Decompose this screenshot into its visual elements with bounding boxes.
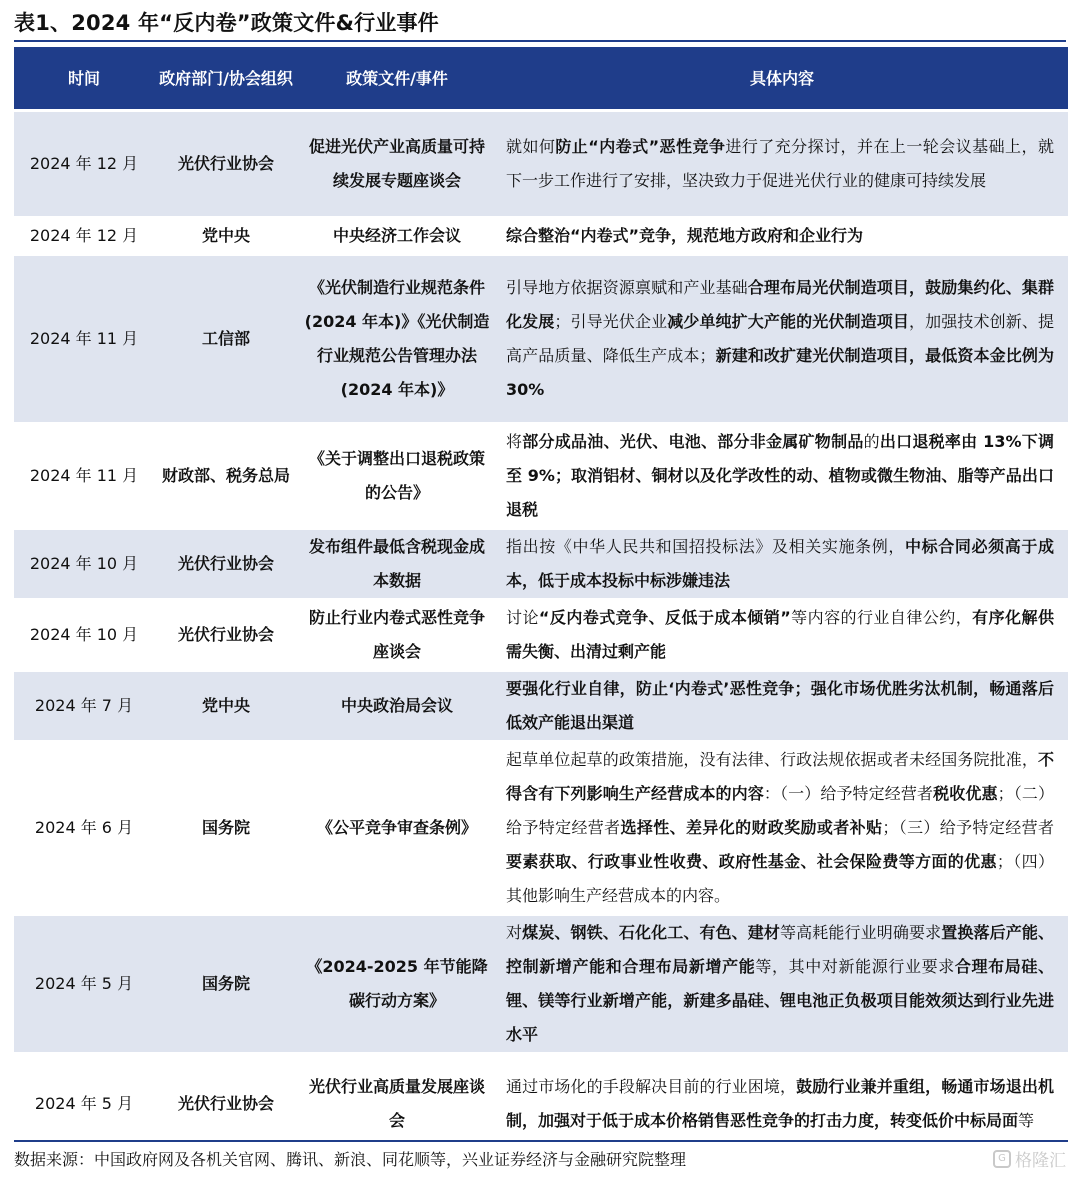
- cell-time: 2024 年 5 月: [14, 916, 154, 1052]
- content-text: 将: [506, 432, 523, 451]
- cell-doc: 《光伏制造行业规范条件(2024 年本)》《光伏制造行业规范公告管理办法(2024 年本)》: [298, 256, 496, 422]
- cell-content: [496, 256, 1068, 422]
- cell-org: 国务院: [154, 743, 298, 913]
- source-note: 数据来源：中国政府网及各机关官网、腾讯、新浪、同花顺等，兴业证券经济与金融研究院整理: [14, 1140, 1068, 1172]
- table-row: [14, 112, 1068, 216]
- table-row: [14, 672, 1068, 740]
- content-bold-text: 置换落后产能、控制新增产能和合理布局新增产能: [506, 923, 1054, 976]
- watermark-logo-icon: G: [993, 1150, 1011, 1168]
- cell-content: [496, 672, 1068, 740]
- header-org: 政府部门/协会组织: [154, 47, 298, 109]
- content-text: ；引导光伏企业: [554, 312, 668, 331]
- content-bold-text: 综合整治“内卷式”竞争，规范地方政府和企业行为: [506, 226, 864, 245]
- content-bold-text: 中标合同必须高于成本，低于成本投标中标涉嫌违法: [506, 537, 1054, 590]
- content-text: ：（一）给予特定经营者: [763, 784, 934, 803]
- table-row: [14, 1055, 1068, 1153]
- cell-time: 2024 年 10 月: [14, 601, 154, 669]
- content-text: ；（三）给予特定经营者: [882, 818, 1054, 837]
- cell-time: 2024 年 10 月: [14, 530, 154, 598]
- cell-org: 光伏行业协会: [154, 112, 298, 216]
- watermark: [993, 1146, 1066, 1171]
- content-bold-text: 煤炭、钢铁、石化化工、有色、建材: [522, 923, 781, 942]
- content-text: 指出按《中华人民共和国招投标法》及相关实施条例，: [506, 537, 905, 556]
- content-text: 引导地方依据资源禀赋和产业基础: [506, 278, 748, 297]
- table-header-row: [14, 47, 1068, 109]
- header-doc: 政策文件/事件: [298, 47, 496, 109]
- cell-content: [496, 1055, 1068, 1153]
- content-bold-text: 要素获取、行政事业性收费、政府性基金、社会保险费等方面的优惠: [506, 852, 997, 871]
- header-content: 具体内容: [496, 47, 1068, 109]
- content-bold-text: 合理布局光伏制造项目，鼓励集约化、集群化发展: [506, 278, 1054, 331]
- cell-org: 党中央: [154, 672, 298, 740]
- content-bold-text: 减少单纯扩大产能的光伏制造项目: [667, 312, 909, 331]
- cell-content: [496, 530, 1068, 598]
- table-row: [14, 916, 1068, 1052]
- cell-content: [496, 601, 1068, 669]
- cell-time: 2024 年 11 月: [14, 256, 154, 422]
- content-text: 讨论: [506, 608, 539, 627]
- cell-org: 光伏行业协会: [154, 601, 298, 669]
- content-text: 起草单位起草的政策措施，没有法律、行政法规依据或者未经国务院批准，: [506, 750, 1038, 769]
- content-text: ；（四）其他影响生产经营成本的内容。: [506, 852, 1054, 905]
- cell-content: [496, 219, 1068, 253]
- cell-org: 工信部: [154, 256, 298, 422]
- table-row: [14, 256, 1068, 422]
- content-text: 通过市场化的手段解决目前的行业困境，: [506, 1077, 797, 1096]
- cell-doc: 《2024-2025 年节能降碳行动方案》: [298, 916, 496, 1052]
- content-text: 对: [506, 923, 523, 942]
- cell-doc: 发布组件最低含税现金成本数据: [298, 530, 496, 598]
- cell-doc: 中央经济工作会议: [298, 219, 496, 253]
- content-bold-text: 防止“内卷式”恶性竞争: [555, 137, 726, 156]
- content-bold-text: 税收优惠: [933, 784, 998, 803]
- content-bold-text: 要强化行业自律，防止‘内卷式’恶性竞争；强化市场优胜劣汰机制，畅通落后低效产能退出渠道: [506, 679, 1054, 732]
- cell-time: 2024 年 5 月: [14, 1055, 154, 1153]
- cell-time: 2024 年 11 月: [14, 425, 154, 527]
- cell-content: [496, 743, 1068, 913]
- content-bold-text: 选择性、差异化的财政奖励或者补贴: [620, 818, 883, 837]
- cell-content: [496, 112, 1068, 216]
- cell-org: 国务院: [154, 916, 298, 1052]
- table-row: [14, 530, 1068, 598]
- cell-time: 2024 年 6 月: [14, 743, 154, 913]
- cell-time: 2024 年 7 月: [14, 672, 154, 740]
- content-text: ，加强技术创新、提高产品质量、降低生产成本；: [506, 312, 1054, 365]
- cell-content: [496, 425, 1068, 527]
- content-text: 就如何: [506, 137, 556, 156]
- content-bold-text: “反内卷式竞争、反低于成本倾销”: [538, 608, 791, 627]
- cell-doc: 防止行业内卷式恶性竞争座谈会: [298, 601, 496, 669]
- cell-doc: 《关于调整出口退税政策的公告》: [298, 425, 496, 527]
- content-bold-text: 出口退税率由 13%下调至 9%；取消铝材、铜材以及化学改性的动、植物或微生物油、脂等产品出口退税: [506, 432, 1054, 519]
- cell-doc: 《公平竞争审查条例》: [298, 743, 496, 913]
- table-row: [14, 425, 1068, 527]
- content-bold-text: 不得含有下列影响生产经营成本的内容: [506, 750, 1054, 803]
- content-text: 等，其中对新能源行业要求: [755, 957, 955, 976]
- cell-org: 光伏行业协会: [154, 530, 298, 598]
- cell-doc: 光伏行业高质量发展座谈会: [298, 1055, 496, 1153]
- cell-time: 2024 年 12 月: [14, 112, 154, 216]
- table-row: [14, 601, 1068, 669]
- content-text: ；（二）给予特定经营者: [506, 784, 1054, 837]
- content-bold-text: 鼓励行业兼并重组，畅通市场退出机制，加强对于低于成本价格销售恶性竞争的打击力度，转变低价中标局面: [506, 1077, 1054, 1130]
- content-text: 等内容的行业自律公约，: [790, 608, 973, 627]
- content-bold-text: 新建和改扩建光伏制造项目，最低资本金比例为 30%: [506, 346, 1054, 399]
- content-bold-text: 有序化解供需失衡、出清过剩产能: [506, 608, 1054, 661]
- content-bold-text: 部分成品油、光伏、电池、部分非金属矿物制品: [522, 432, 864, 451]
- content-text: 等高耗能行业明确要求: [780, 923, 942, 942]
- header-time: 时间: [14, 47, 154, 109]
- content-bold-text: 合理布局硅、锂、镁等行业新增产能，新建多晶硅、锂电池正负极项目能效须达到行业先进水平: [506, 957, 1054, 1044]
- content-text: 等: [1018, 1111, 1035, 1130]
- cell-doc: 促进光伏产业高质量可持续发展专题座谈会: [298, 112, 496, 216]
- cell-doc: 中央政治局会议: [298, 672, 496, 740]
- content-text: 的: [863, 432, 880, 451]
- cell-content: [496, 916, 1068, 1052]
- table-title: 表1、2024 年“反内卷”政策文件&行业事件: [14, 8, 1066, 42]
- table-row: [14, 219, 1068, 253]
- cell-time: 2024 年 12 月: [14, 219, 154, 253]
- cell-org: 光伏行业协会: [154, 1055, 298, 1153]
- watermark-text: 格隆汇: [1015, 1151, 1066, 1171]
- table-row: [14, 743, 1068, 913]
- cell-org: 党中央: [154, 219, 298, 253]
- policy-table: [14, 44, 1068, 1156]
- content-text: 进行了充分探讨，并在上一轮会议基础上，就下一步工作进行了安排，坚决致力于促进光伏行业的健康可持续发展: [506, 137, 1054, 190]
- table-body: [14, 112, 1068, 1153]
- cell-org: 财政部、税务总局: [154, 425, 298, 527]
